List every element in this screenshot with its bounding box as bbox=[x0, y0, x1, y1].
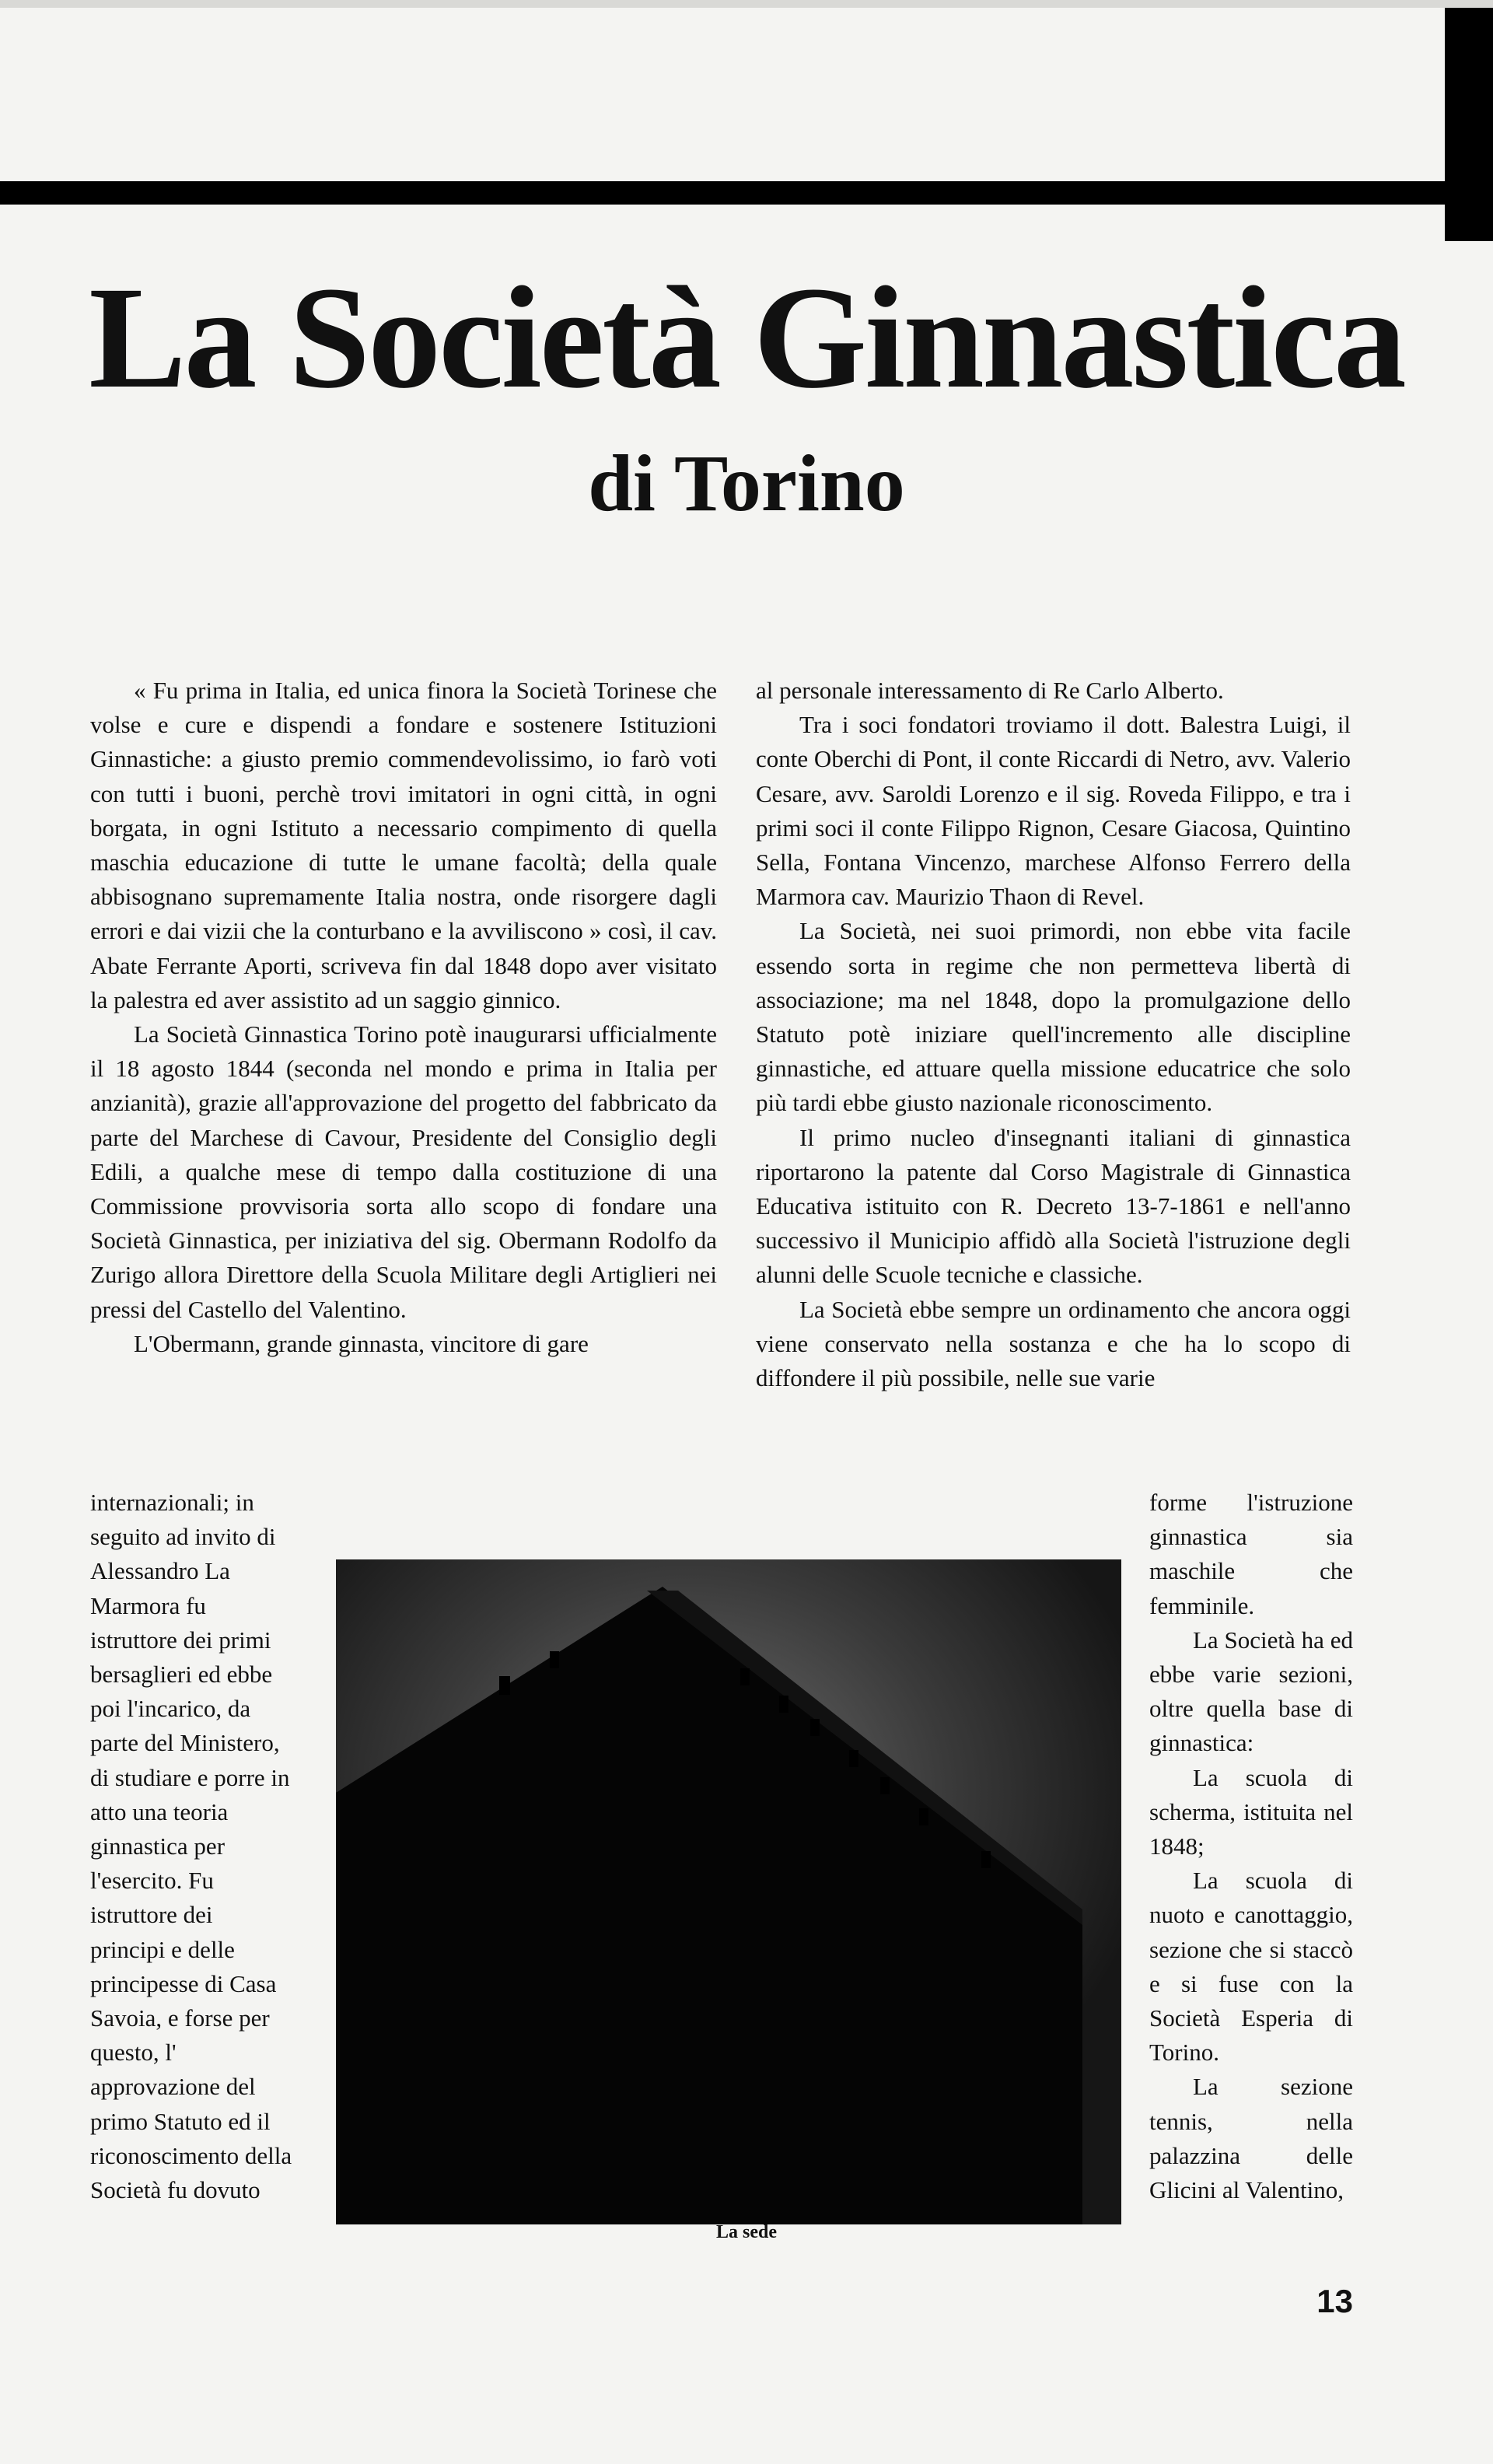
paragraph: « Fu prima in Italia, ed unica finora la Società Torinese che volse e cure e dispendi a fondare e sostenere Istituzioni Ginnastiche: a giusto premio commendevolissimo, io farò voti con tutti i buoni, perchè trovi imitatori in ogni città, in ogni borgata, in ogni Istituto a necessario compimento di quella maschia educazione di tutte le umane facoltà; della quale abbisognano supremamente Italia nostra, onde risorgere dagli errori e dai vizii che la conturbano e la avviliscono » così, il cav. Abate Ferrante Aporti, scriveva fin dal 1848 dopo aver visitato la palestra ed aver assistito ad un saggio ginnico. bbox=[90, 677, 717, 1013]
paragraph: La Società ha ed ebbe varie sezioni, oltre quella base di ginnastica: bbox=[1149, 1626, 1353, 1757]
article-title: La Società Ginnastica bbox=[89, 256, 1404, 418]
building-silhouette-image bbox=[336, 1559, 1121, 2224]
paragraph: al personale interessamento di Re Carlo Alberto. bbox=[756, 677, 1224, 704]
paragraph: La Società, nei suoi primordi, non ebbe vita facile essendo sorta in regime che non permetteva libertà di associazione; ma nel 1848, dopo la promulgazione dello Statuto potè iniziare quell'incremento alle discipline ginnastiche, ed attuare quella missione educatrice che solo più tardi ebbe giusto nazionale riconoscimento. bbox=[756, 917, 1351, 1117]
page-number: 13 bbox=[1316, 2283, 1353, 2319]
article-subtitle: di Torino bbox=[588, 439, 905, 528]
margin-bar bbox=[1445, 8, 1493, 241]
scan-border bbox=[0, 0, 1493, 8]
header-rule bbox=[0, 181, 1493, 205]
wrap-text-left bbox=[90, 1486, 292, 2207]
paragraph: La Società Ginnastica Torino potè inaugurarsi ufficialmente il 18 agosto 1844 (seconda nel mondo e prima in Italia per anzianità), grazie all'approvazione del progetto del fabbricato da parte del Marchese di Cavour, Presidente del Consiglio degli Edili, a qualche mese di tempo dalla costituzione di una Commissione provvisoria sorta allo scopo di fondare una Società Ginnastica, per iniziativa del sig. Obermann Rodolfo da Zurigo allora Direttore della Scuola Militare degli Artiglieri nei pressi del Castello del Valentino. bbox=[90, 1020, 717, 1323]
paragraph: Il primo nucleo d'insegnanti italiani di ginnastica riportarono la patente dal Corso Magistrale di Ginnastica Educativa istituito con R. Decreto 13-7-1861 e nell'anno successivo il Municipio affidò alla Società l'istruzione degli alunni delle Scuole tecniche e classiche. bbox=[756, 1123, 1351, 1289]
wrap-text-right bbox=[1149, 1486, 1353, 2207]
photo-caption: La sede bbox=[716, 2222, 777, 2242]
paragraph: internazionali; in seguito ad invito di Alessandro La Marmora fu istruttore dei primi bersaglieri ed ebbe poi l'incarico, da parte del Ministero, di studiare e porre in atto una teoria ginnastica per l'esercito. Fu istruttore dei principi e delle principesse di Casa Savoia, e forse per questo, l' approvazione del primo Statuto ed il riconoscimento della Società fu dovuto bbox=[90, 1489, 292, 2204]
text-column-left bbox=[90, 674, 717, 1361]
paragraph: forme l'istruzione ginnastica sia maschile che femminile. bbox=[1149, 1489, 1353, 1619]
building-photo bbox=[336, 1559, 1121, 2224]
text-column-right bbox=[756, 674, 1351, 1395]
paragraph: La scuola di nuoto e canottaggio, sezione che si staccò e si fuse con la Società Esperia di Torino. bbox=[1149, 1867, 1353, 2067]
paragraph: La sezione tennis, nella palazzina delle Glicini al Valentino, bbox=[1149, 2073, 1353, 2204]
paragraph: La scuola di scherma, istituita nel 1848; bbox=[1149, 1763, 1353, 1860]
paragraph: Tra i soci fondatori troviamo il dott. Balestra Luigi, il conte Oberchi di Pont, il conte Riccardi di Netro, avv. Valerio Cesare, avv. Saroldi Lorenzo e il sig. Roveda Filippo, e tra i primi soci il conte Filippo Rignon, Cesare Giacosa, Quintino Sella, Fontana Vincenzo, marchese Alfonso Ferrero della Marmora cav. Maurizio Thaon di Revel. bbox=[756, 711, 1351, 911]
paragraph: L'Obermann, grande ginnasta, vincitore di gare bbox=[134, 1329, 589, 1357]
paragraph: La Società ebbe sempre un ordinamento che ancora oggi viene conservato nella sostanza e che ha lo scopo di diffondere il più possibile, nelle sue varie bbox=[756, 1295, 1351, 1392]
